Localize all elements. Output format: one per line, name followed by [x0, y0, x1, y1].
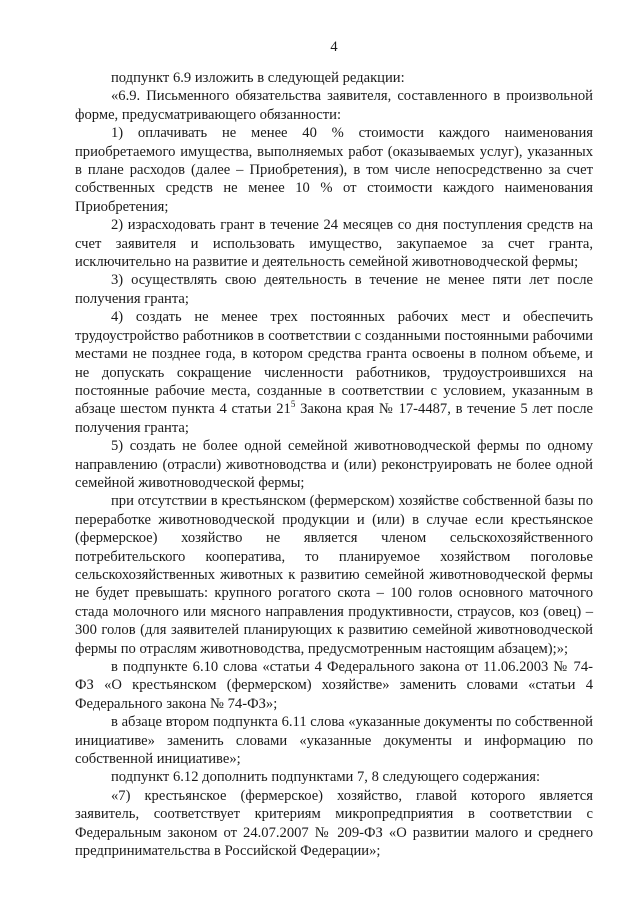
paragraph-6-10: в подпункте 6.10 слова «статьи 4 Федерального закона от 11.06.2003 № 74-ФЗ «О крестьянском (фермерском) хозяйстве» заменить словами «статьи 4 Федерального закона № 74-ФЗ»;: [75, 659, 593, 712]
item-4-text-end: Закона края № 17-4487, в течение 5 лет после получения гранта;: [75, 401, 593, 436]
paragraph-item-2: 2) израсходовать грант в течение 24 месяцев со дня поступления средств на счет заявителя и использовать имущество, закупаемое за счет гранта, исключительно на развитие и деятельность семейной животноводческой фермы;: [75, 217, 593, 271]
paragraph-6-9-heading: «6.9. Письменного обязательства заявителя, составленного в произвольной форме, предусматривающего обязанности:: [75, 88, 593, 123]
paragraph-6-11: в абзаце втором подпункта 6.11 слова «указанные документы по собственной инициативе» заменить словами «указанные документы и информацию по собственной инициативе»;: [75, 714, 593, 768]
paragraph-6-12: подпункт 6.12 дополнить подпунктами 7, 8 следующего содержания:: [111, 769, 541, 786]
paragraph-item-1: 1) оплачивать не менее 40 % стоимости каждого наименования приобретаемого имущества, выполняемых работ (оказываемых услуг), указанных в плане расходов (далее – Приобретения), в том числе непосредственно за счет собственных средств не менее 10 % от стоимости каждого наименования Приобретения;: [75, 125, 593, 215]
paragraph-item-3: 3) осуществлять свою деятельность в течение не менее пяти лет после получения гранта;: [75, 272, 593, 307]
article-superscript: 5: [290, 399, 296, 410]
document-body: [75, 69, 593, 860]
paragraph-item-4: [75, 308, 593, 437]
paragraph-item-5: 5) создать не более одной семейной животноводческой фермы по одному направлению (отрасли) животноводства и (или) реконструировать не более одной семейной животноводческой фермы;: [75, 438, 593, 491]
paragraph-livestock-limits: при отсутствии в крестьянском (фермерском) хозяйстве собственной базы по переработке животноводческой продукции и (или) в случае если крестьянское (фермерское) хозяйство не является членом сельскохозяйственного потребительского кооператива, то планируемое хозяйством поголовье сельскохозяйственных животных к развитию семейной животноводческой фермы не будет превышать: крупного рогатого скота – 100 голов основного маточного стада молочного или мясного направления продуктивности, страусов, коз (овец) – 300 голов (для заявителей планирующих к развитию семейной животноводческой фермы по отраслям животноводства, предусмотренным настоящим абзацем);»;: [75, 493, 593, 657]
item-4-text: 4) создать не менее трех постоянных рабочих мест и обеспечить трудоустройство работников в соответствии с созданными постоянными рабочими местами не позднее года, в котором средства гранта освоены в полном объеме, и не допускать сокращение численности работников, трудоустроившихся на постоянные рабочие места, созданные в соответствии с условием, указанным в абзаце шестом пункта 4 статьи 21: [75, 309, 593, 418]
page-number: 4: [330, 39, 338, 55]
paragraph-intro: подпункт 6.9 изложить в следующей редакции:: [111, 70, 405, 86]
paragraph-item-7: «7) крестьянское (фермерское) хозяйство, главой которого является заявитель, соответствует критериям микропредприятия в соответствии с Федеральным законом от 24.07.2007 № 209-ФЗ «О развитии малого и среднего предпринимательства в Российской Федерации»;: [75, 787, 593, 860]
